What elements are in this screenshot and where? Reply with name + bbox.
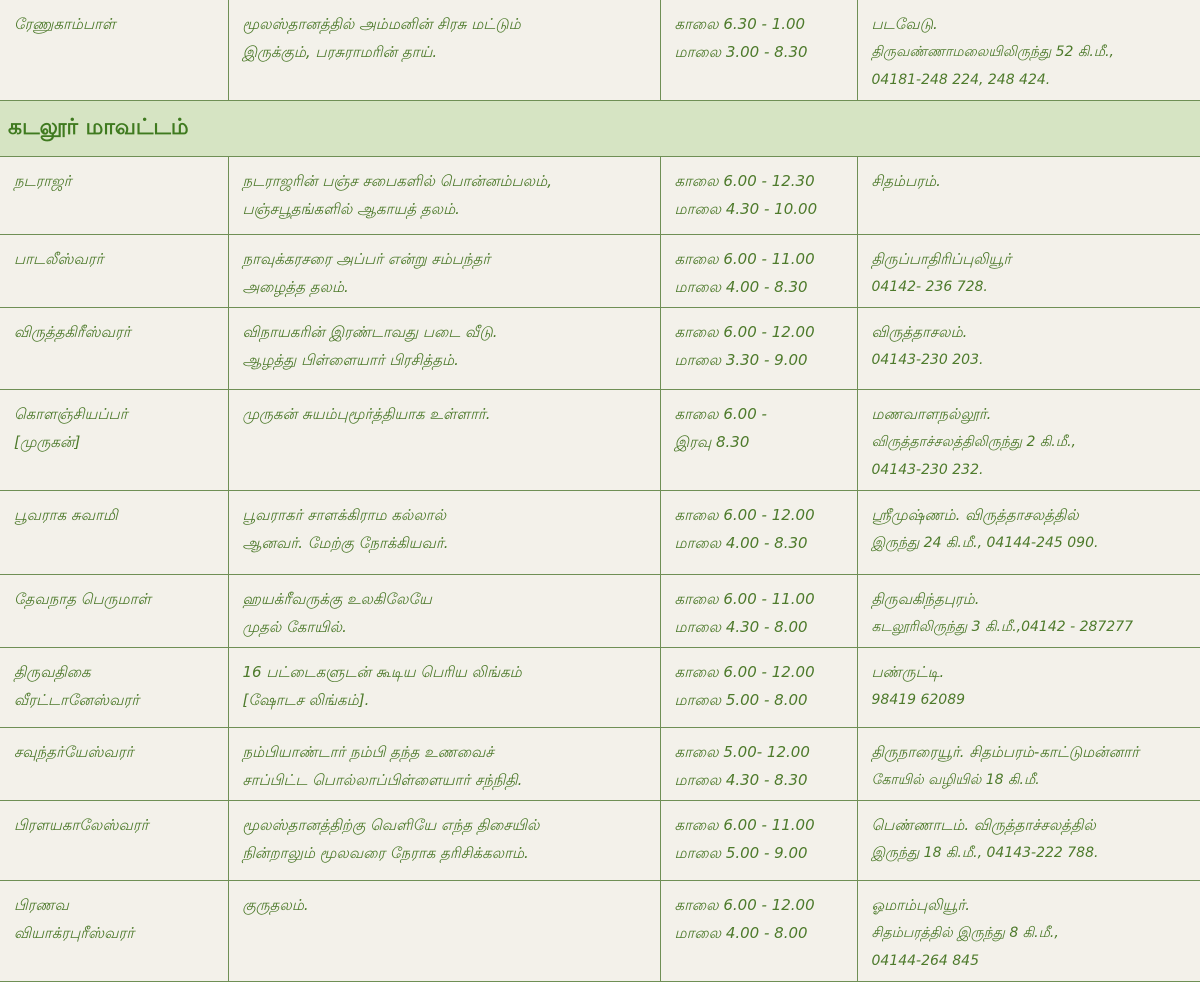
timing-line: காலை 6.00 - 12.00 [674,896,815,914]
table-row [0,728,1200,801]
description-cell [228,157,660,235]
timing-line: மாலை 4.30 - 8.30 [674,771,808,789]
timing-line: மாலை 4.00 - 8.30 [674,534,808,552]
description-line: ஆனவர். மேற்கு நோக்கியவர். [242,534,449,552]
location-line: 04144-264 845 [871,953,979,969]
temple-name: பிரணவ [14,896,69,914]
description-line: பஞ்சபூதங்களில் ஆகாயத் தலம். [242,200,460,218]
temple-name: வியாக்ரபுரீஸ்வரர் [14,924,135,942]
table-row [0,801,1200,881]
timing-line: காலை 6.00 - 12.00 [674,663,815,681]
location-cell [857,728,1200,801]
table-row [0,235,1200,308]
description-line: விநாயகரின் இரண்டாவது படை வீடு. [242,323,498,341]
table-row [0,648,1200,728]
temple-name: பூவராக சுவாமி [14,506,118,524]
description-cell [228,881,660,982]
timings-cell [660,801,857,881]
timing-line: காலை 6.00 - 11.00 [674,590,815,608]
table-row [0,575,1200,648]
timing-line: மாலை 4.00 - 8.00 [674,924,808,942]
location-line: 04143-230 203. [871,352,984,368]
temple-name-cell [0,491,228,575]
section-title: கடலூர் மாவட்டம் [0,101,1200,157]
timings-cell [660,881,857,982]
description-cell [228,491,660,575]
temple-name: பாடலீஸ்வரர் [14,250,104,268]
table-row [0,308,1200,390]
timing-line: காலை 6.00 - 11.00 [674,250,815,268]
description-line: ஹயக்ரீவருக்கு உலகிலேயே [242,590,432,608]
location-line: பண்ருட்டி. [871,663,945,681]
temple-name: வீரட்டானேஸ்வரர் [14,691,140,709]
description-cell [228,0,660,101]
description-line: மூலஸ்தானத்தில் அம்மனின் சிரசு மட்டும் [242,15,521,33]
location-line: சிதம்பரத்தில் இருந்து 8 கி.மீ., [871,925,1059,941]
temple-name: கொளஞ்சியப்பர் [14,405,128,423]
description-cell [228,235,660,308]
table-row [0,881,1200,982]
location-line: சிதம்பரம். [871,172,941,190]
location-cell [857,235,1200,308]
location-cell [857,390,1200,491]
location-cell [857,157,1200,235]
description-cell [228,575,660,648]
description-line: நம்பியாண்டார் நம்பி தந்த உணவைச் [242,743,494,761]
location-cell [857,881,1200,982]
description-line: பூவராகர் சாளக்கிராம கல்லால் [242,506,447,524]
temple-name: சவுந்தர்யேஸ்வரர் [14,743,134,761]
temple-name: நடராஜர் [14,172,72,190]
timing-line: காலை 6.00 - 12.00 [674,323,815,341]
description-line: சாப்பிட்ட பொல்லாப்பிள்ளையார் சந்நிதி. [242,771,523,789]
timings-cell [660,575,857,648]
location-line: இருந்து 18 கி.மீ., 04143-222 788. [871,845,1099,861]
description-line: நின்றாலும் மூலவரை நேராக தரிசிக்கலாம். [242,844,529,862]
location-line: பெண்ணாடம். விருத்தாச்சலத்தில் [871,816,1096,834]
location-cell [857,575,1200,648]
description-cell [228,801,660,881]
temple-name-cell [0,728,228,801]
description-line: நாவுக்கரசரை அப்பர் என்று சம்பந்தர் [242,250,491,268]
description-line: குருதலம். [242,896,309,914]
location-line: கோயில் வழியில் 18 கி.மீ. [871,772,1040,788]
location-line: ஓமாம்புலியூர். [871,896,970,914]
description-cell [228,648,660,728]
timing-line: காலை 6.00 - 12.00 [674,506,815,524]
description-line: அழைத்த தலம். [242,278,349,296]
location-line: விருத்தாச்சலத்திலிருந்து 2 கி.மீ., [871,434,1076,450]
timings-cell [660,390,857,491]
temple-name-cell [0,881,228,982]
location-line: மணவாளநல்லூர். [871,405,992,423]
temple-name: ரேணுகாம்பாள் [14,15,116,33]
timings-cell [660,491,857,575]
timings-cell [660,308,857,390]
timing-line: காலை 6.00 - 11.00 [674,816,815,834]
location-line: கடலூரிலிருந்து 3 கி.மீ.,04142 - 287277 [871,619,1134,635]
table-row [0,491,1200,575]
location-line: இருந்து 24 கி.மீ., 04144-245 090. [871,535,1099,551]
timings-cell [660,648,857,728]
timings-cell [660,235,857,308]
description-line: முதல் கோயில். [242,618,347,636]
description-line: முருகன் சுயம்புமூர்த்தியாக உள்ளார். [242,405,491,423]
table-row [0,390,1200,491]
location-line: 04143-230 232. [871,462,984,478]
table-row [0,0,1200,101]
location-line: 04181-248 224, 248 424. [871,72,1051,88]
description-line: மூலஸ்தானத்திற்கு வெளியே எந்த திசையில் [242,816,540,834]
location-line: படவேடு. [871,15,938,33]
description-line: நடராஜரின் பஞ்ச சபைகளில் பொன்னம்பலம், [242,172,552,190]
location-line: திருவண்ணாமலையிலிருந்து 52 கி.மீ., [871,44,1114,60]
timing-line: காலை 6.30 - 1.00 [674,15,806,33]
location-line: திருநாரையூர். சிதம்பரம்-காட்டுமன்னார் [871,743,1139,761]
table-row [0,157,1200,235]
timing-line: மாலை 4.00 - 8.30 [674,278,808,296]
timing-line: மாலை 4.30 - 10.00 [674,200,818,218]
location-line: ஸ்ரீமுஷ்ணம். விருத்தாசலத்தில் [871,506,1079,524]
timings-cell [660,0,857,101]
temple-name: பிரளயகாலேஸ்வரர் [14,816,149,834]
timing-line: காலை 5.00- 12.00 [674,743,810,761]
description-line: ஆழத்து பிள்ளையார் பிரசித்தம். [242,351,459,369]
location-cell [857,648,1200,728]
temple-name-cell [0,801,228,881]
section-header-row [0,101,1200,157]
location-cell [857,491,1200,575]
temple-name-cell [0,235,228,308]
location-line: 04142- 236 728. [871,279,988,295]
temple-name-cell [0,390,228,491]
location-line: திருவகிந்தபுரம். [871,590,980,608]
timing-line: மாலை 3.30 - 9.00 [674,351,808,369]
temple-name: [முருகன்] [14,433,81,451]
timing-line: மாலை 4.30 - 8.00 [674,618,808,636]
timing-line: மாலை 5.00 - 8.00 [674,691,808,709]
description-cell [228,390,660,491]
location-cell [857,308,1200,390]
temple-name: விருத்தகிரீஸ்வரர் [14,323,131,341]
location-cell [857,0,1200,101]
description-line: [ஷோடச லிங்கம்]. [242,691,370,709]
timings-cell [660,157,857,235]
description-cell [228,308,660,390]
temple-name-cell [0,648,228,728]
timing-line: காலை 6.00 - 12.30 [674,172,815,190]
temple-name-cell [0,308,228,390]
timings-cell [660,728,857,801]
timing-line: இரவு 8.30 [674,433,750,451]
timing-line: காலை 6.00 - [674,405,767,423]
location-line: திருப்பாதிரிப்புலியூர் [871,250,1012,268]
location-line: 98419 62089 [871,692,966,708]
description-line: 16 பட்டைகளுடன் கூடிய பெரிய லிங்கம் [242,663,522,681]
temple-name-cell [0,157,228,235]
timing-line: மாலை 5.00 - 9.00 [674,844,808,862]
temple-name-cell [0,0,228,101]
description-cell [228,728,660,801]
timing-line: மாலை 3.00 - 8.30 [674,43,808,61]
description-line: இருக்கும், பரசுராமரின் தாய். [242,43,438,61]
temple-name-cell [0,575,228,648]
location-line: விருத்தாசலம். [871,323,968,341]
location-cell [857,801,1200,881]
temple-name: தேவநாத பெருமாள் [14,590,151,608]
temple-name: திருவதிகை [14,663,91,681]
